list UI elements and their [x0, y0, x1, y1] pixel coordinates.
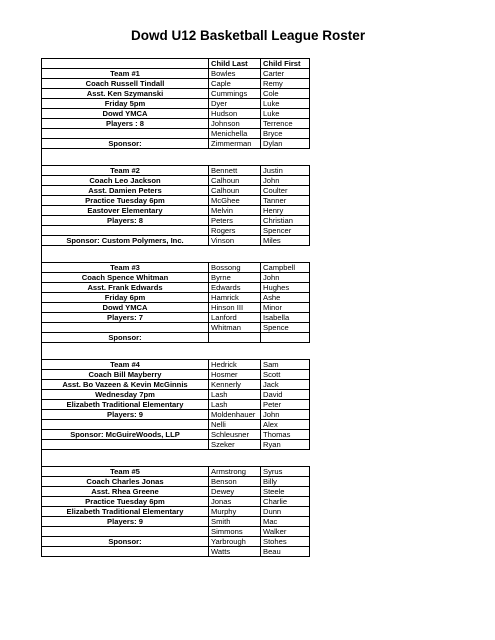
child-first-cell: Campbell: [261, 263, 310, 273]
child-first-cell: Mac: [261, 517, 310, 527]
table-row: [42, 186, 310, 196]
table-row: [42, 236, 310, 246]
team-info-cell: Practice Tuesday 6pm: [42, 497, 209, 507]
child-first-cell: Peter: [261, 400, 310, 410]
child-first-cell: Hughes: [261, 283, 310, 293]
child-first-cell: Billy: [261, 477, 310, 487]
child-first-cell: Tanner: [261, 196, 310, 206]
team-info-cell: [42, 129, 209, 139]
child-first-cell: Bryce: [261, 129, 310, 139]
child-last-cell: Lash: [209, 400, 261, 410]
child-last-cell: Peters: [209, 216, 261, 226]
separator-cell: [261, 246, 310, 263]
table-row: [42, 390, 310, 400]
team-info-cell: Friday 5pm: [42, 99, 209, 109]
team-info-cell: Elizabeth Traditional Elementary: [42, 507, 209, 517]
table-row: [42, 360, 310, 370]
table-row: [42, 79, 310, 89]
table-row: [42, 139, 310, 149]
child-first-cell: Minor: [261, 303, 310, 313]
child-last-cell: Melvin: [209, 206, 261, 216]
table-row: [42, 477, 310, 487]
child-last-cell: Lanford: [209, 313, 261, 323]
table-row: [42, 440, 310, 450]
table-row: [42, 410, 310, 420]
child-first-cell: Terrence: [261, 119, 310, 129]
child-last-cell: Simmons: [209, 527, 261, 537]
team-info-cell: Coach Russell Tindall: [42, 79, 209, 89]
child-last-cell: Nelli: [209, 420, 261, 430]
child-last-cell: Whitman: [209, 323, 261, 333]
child-first-cell: Scott: [261, 370, 310, 380]
child-first-cell: John: [261, 273, 310, 283]
child-last-cell: Hosmer: [209, 370, 261, 380]
table-row: [42, 380, 310, 390]
table-row: [42, 400, 310, 410]
child-last-cell: Murphy: [209, 507, 261, 517]
separator-cell: [42, 246, 209, 263]
child-first-cell: Justin: [261, 166, 310, 176]
team-info-cell: [42, 323, 209, 333]
child-first-cell: Carter: [261, 69, 310, 79]
table-row: [42, 109, 310, 119]
child-last-cell: Zimmerman: [209, 139, 261, 149]
table-row: [42, 527, 310, 537]
child-last-cell: Calhoun: [209, 176, 261, 186]
team-info-cell: Sponsor:: [42, 139, 209, 149]
child-first-cell: [261, 333, 310, 343]
child-first-cell: Spencer: [261, 226, 310, 236]
table-row: [42, 420, 310, 430]
child-first-cell: Remy: [261, 79, 310, 89]
team-info-cell: Friday 6pm: [42, 293, 209, 303]
child-last-cell: Armstrong: [209, 467, 261, 477]
team-info-cell: Players: 9: [42, 410, 209, 420]
child-last-cell: Dewey: [209, 487, 261, 497]
roster-body: [42, 59, 310, 557]
table-row: [42, 293, 310, 303]
child-last-cell: Lash: [209, 390, 261, 400]
table-row: [42, 273, 310, 283]
table-row: [42, 303, 310, 313]
child-first-cell: John: [261, 410, 310, 420]
table-row: [42, 89, 310, 99]
header-child-first: Child First: [261, 59, 310, 69]
child-first-cell: Syrus: [261, 467, 310, 477]
child-last-cell: Bowles: [209, 69, 261, 79]
child-last-cell: Calhoun: [209, 186, 261, 196]
team-info-cell: Coach Bill Mayberry: [42, 370, 209, 380]
child-last-cell: Hudson: [209, 109, 261, 119]
child-first-cell: Coulter: [261, 186, 310, 196]
child-first-cell: Luke: [261, 109, 310, 119]
team-info-cell: [42, 226, 209, 236]
child-last-cell: Smith: [209, 517, 261, 527]
team-info-cell: Wednesday 7pm: [42, 390, 209, 400]
child-first-cell: Spence: [261, 323, 310, 333]
team-separator-row: [42, 246, 310, 263]
team-info-cell: Team #4: [42, 360, 209, 370]
separator-cell: [42, 450, 209, 467]
table-row: [42, 119, 310, 129]
table-row: [42, 430, 310, 440]
child-last-cell: Hedrick: [209, 360, 261, 370]
team-separator-row: [42, 450, 310, 467]
child-first-cell: Christian: [261, 216, 310, 226]
team-info-cell: Dowd YMCA: [42, 109, 209, 119]
child-last-cell: Caple: [209, 79, 261, 89]
table-row: [42, 467, 310, 477]
team-info-cell: Players: 7: [42, 313, 209, 323]
team-info-cell: Asst. Frank Edwards: [42, 283, 209, 293]
child-first-cell: Alex: [261, 420, 310, 430]
separator-cell: [42, 343, 209, 360]
child-first-cell: Sam: [261, 360, 310, 370]
table-row: [42, 370, 310, 380]
child-last-cell: Szeker: [209, 440, 261, 450]
table-row: [42, 507, 310, 517]
team-info-cell: Eastover Elementary: [42, 206, 209, 216]
table-row: [42, 166, 310, 176]
header-team-info: [42, 59, 209, 69]
child-first-cell: Dunn: [261, 507, 310, 517]
child-last-cell: Rogers: [209, 226, 261, 236]
child-first-cell: Thomas: [261, 430, 310, 440]
child-last-cell: Vinson: [209, 236, 261, 246]
team-info-cell: Team #3: [42, 263, 209, 273]
child-last-cell: Bennett: [209, 166, 261, 176]
child-first-cell: Isabella: [261, 313, 310, 323]
table-row: [42, 206, 310, 216]
child-last-cell: Cummings: [209, 89, 261, 99]
child-last-cell: Byrne: [209, 273, 261, 283]
team-info-cell: Coach Charles Jonas: [42, 477, 209, 487]
child-last-cell: Schleusner: [209, 430, 261, 440]
team-info-cell: Practice Tuesday 6pm: [42, 196, 209, 206]
team-info-cell: Players : 8: [42, 119, 209, 129]
table-row: [42, 226, 310, 236]
child-last-cell: Jonas: [209, 497, 261, 507]
child-first-cell: Ryan: [261, 440, 310, 450]
child-last-cell: Hamrick: [209, 293, 261, 303]
child-last-cell: Bossong: [209, 263, 261, 273]
child-last-cell: Dyer: [209, 99, 261, 109]
table-row: [42, 99, 310, 109]
child-first-cell: Steele: [261, 487, 310, 497]
separator-cell: [261, 450, 310, 467]
team-info-cell: [42, 527, 209, 537]
child-first-cell: Jack: [261, 380, 310, 390]
page-title: Dowd U12 Basketball League Roster: [131, 28, 366, 43]
child-last-cell: Hinson III: [209, 303, 261, 313]
separator-cell: [209, 246, 261, 263]
child-last-cell: Menichella: [209, 129, 261, 139]
team-separator-row: [42, 343, 310, 360]
child-first-cell: Henry: [261, 206, 310, 216]
table-row: [42, 547, 310, 557]
table-row: [42, 313, 310, 323]
separator-cell: [209, 149, 261, 166]
team-info-cell: Asst. Ken Szymanski: [42, 89, 209, 99]
child-last-cell: Johnson: [209, 119, 261, 129]
child-first-cell: Cole: [261, 89, 310, 99]
table-row: [42, 129, 310, 139]
child-last-cell: Watts: [209, 547, 261, 557]
team-info-cell: Players: 8: [42, 216, 209, 226]
table-row: [42, 537, 310, 547]
child-last-cell: McGhee: [209, 196, 261, 206]
team-info-cell: Asst. Rhea Greene: [42, 487, 209, 497]
child-last-cell: Edwards: [209, 283, 261, 293]
table-row: [42, 196, 310, 206]
child-first-cell: Luke: [261, 99, 310, 109]
separator-cell: [209, 450, 261, 467]
team-info-cell: Coach Leo Jackson: [42, 176, 209, 186]
table-row: [42, 497, 310, 507]
team-info-cell: Team #5: [42, 467, 209, 477]
table-row: [42, 69, 310, 79]
team-info-cell: Players: 9: [42, 517, 209, 527]
child-first-cell: John: [261, 176, 310, 186]
team-info-cell: [42, 547, 209, 557]
child-last-cell: Benson: [209, 477, 261, 487]
table-row: [42, 323, 310, 333]
child-first-cell: Ashe: [261, 293, 310, 303]
team-info-cell: [42, 440, 209, 450]
child-first-cell: Miles: [261, 236, 310, 246]
child-last-cell: [209, 333, 261, 343]
separator-cell: [42, 149, 209, 166]
child-first-cell: Dylan: [261, 139, 310, 149]
roster-table: [41, 58, 310, 557]
team-info-cell: Sponsor:: [42, 537, 209, 547]
child-first-cell: David: [261, 390, 310, 400]
team-info-cell: Sponsor: Custom Polymers, Inc.: [42, 236, 209, 246]
child-first-cell: Beau: [261, 547, 310, 557]
separator-cell: [209, 343, 261, 360]
table-row: [42, 176, 310, 186]
table-row: [42, 216, 310, 226]
team-info-cell: Team #2: [42, 166, 209, 176]
child-last-cell: Moldenhauer: [209, 410, 261, 420]
table-row: [42, 263, 310, 273]
team-info-cell: [42, 420, 209, 430]
separator-cell: [261, 343, 310, 360]
child-first-cell: Charlie: [261, 497, 310, 507]
table-row: [42, 283, 310, 293]
team-info-cell: Asst. Bo Vazeen & Kevin McGinnis: [42, 380, 209, 390]
team-info-cell: Team #1: [42, 69, 209, 79]
team-info-cell: Sponsor:: [42, 333, 209, 343]
team-info-cell: Asst. Damien Peters: [42, 186, 209, 196]
header-child-last: Child Last: [209, 59, 261, 69]
child-first-cell: Walker: [261, 527, 310, 537]
team-info-cell: Elizabeth Traditional Elementary: [42, 400, 209, 410]
table-row: [42, 517, 310, 527]
team-info-cell: Sponsor: McGuireWoods, LLP: [42, 430, 209, 440]
team-info-cell: Dowd YMCA: [42, 303, 209, 313]
child-last-cell: Yarbrough: [209, 537, 261, 547]
child-first-cell: Stohes: [261, 537, 310, 547]
table-row: [42, 333, 310, 343]
separator-cell: [261, 149, 310, 166]
child-last-cell: Kennerly: [209, 380, 261, 390]
team-separator-row: [42, 149, 310, 166]
table-row: [42, 487, 310, 497]
team-info-cell: Coach Spence Whitman: [42, 273, 209, 283]
table-header-row: [42, 59, 310, 69]
